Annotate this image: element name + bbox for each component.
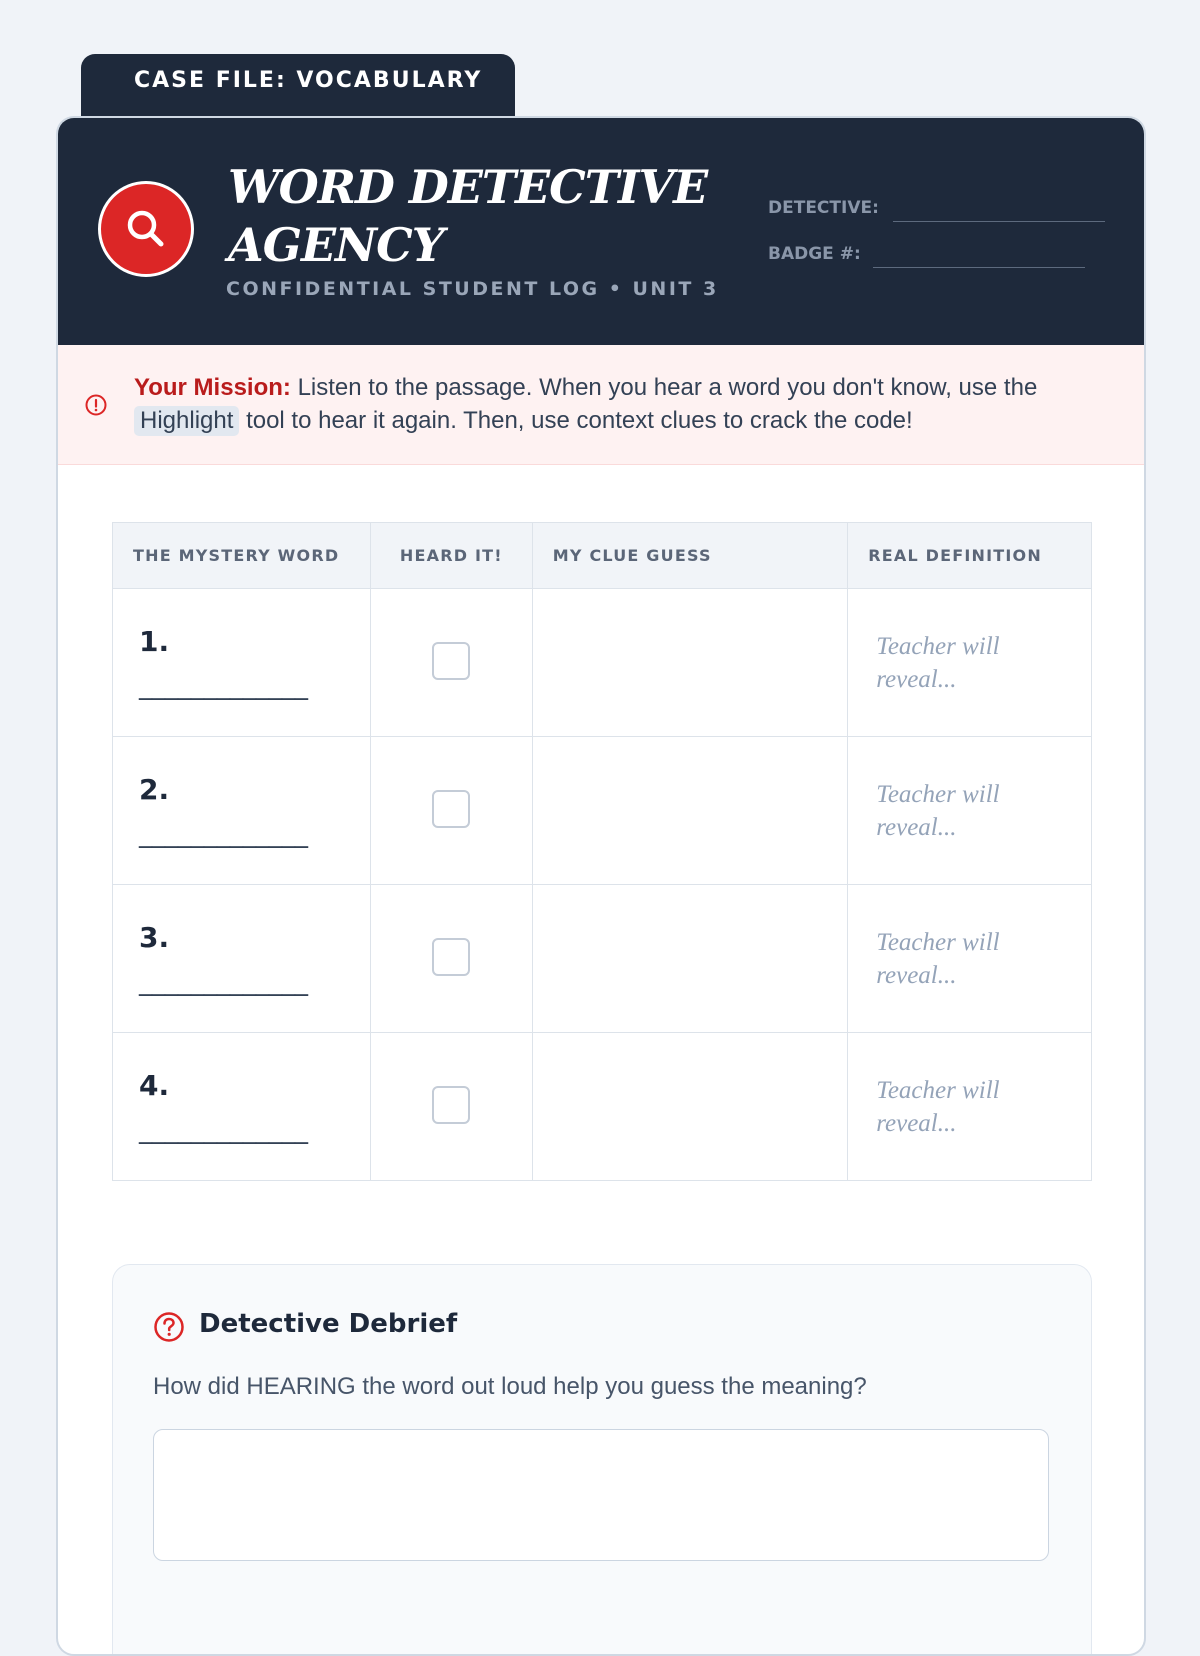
definition-cell [848,1033,1092,1181]
mission-label: Your Mission: [134,374,291,401]
word-number: 4. [139,1068,170,1102]
badge-label: BADGE #: [768,244,861,264]
clue-guess-cell[interactable] [532,885,847,1033]
debrief-title: Detective Debrief [199,1309,458,1339]
definition-placeholder: Teacher will reveal... [876,632,1000,693]
highlight-tool-chip: Highlight [134,406,239,436]
heard-it-cell [370,885,532,1033]
definition-placeholder: Teacher will reveal... [876,1076,1000,1137]
column-header-mystery-word: THE MYSTERY WORD [113,523,371,589]
column-header-heard-it: HEARD IT! [370,523,532,589]
column-header-real-definition: REAL DEFINITION [848,523,1092,589]
page-title: WORD DETECTIVE AGENCY [228,160,708,272]
heard-it-checkbox[interactable] [432,1086,470,1124]
mystery-word-cell[interactable] [113,1033,371,1181]
mission-banner [58,345,1144,465]
magnifying-glass-icon [98,181,194,277]
debrief-prompt: How did HEARING the word out loud help you guess the meaning? [153,1373,867,1400]
clue-guess-cell[interactable] [532,1033,847,1181]
heard-it-checkbox[interactable] [432,790,470,828]
mystery-word-cell[interactable] [113,589,371,737]
case-file-tab-label: CASE FILE: VOCABULARY [134,68,483,93]
case-file-tab [81,54,515,116]
debrief-answer-box[interactable] [153,1429,1049,1561]
mission-instructions-start: Listen to the passage. When you hear a word you don't know, use the [297,374,1038,401]
word-number: 1. [139,624,170,658]
mission-instructions-end: tool to hear it again. Then, use context clues to crack the code! [246,407,913,434]
alert-circle-icon [84,393,108,421]
question-circle-icon [153,1311,185,1347]
word-blank: _____________ [139,966,308,997]
word-blank: _____________ [139,670,308,701]
definition-placeholder: Teacher will reveal... [876,780,1000,841]
definition-cell [848,589,1092,737]
table-row [113,885,1092,1033]
heard-it-checkbox[interactable] [432,938,470,976]
word-blank: _____________ [139,1114,308,1145]
vocabulary-table [112,522,1092,1181]
debrief-section [112,1264,1092,1656]
word-blank: _____________ [139,818,308,849]
mystery-word-cell[interactable] [113,737,371,885]
definition-placeholder: Teacher will reveal... [876,928,1000,989]
heard-it-checkbox[interactable] [432,642,470,680]
heard-it-cell [370,589,532,737]
heard-it-cell [370,1033,532,1181]
clue-guess-cell[interactable] [532,737,847,885]
badge-number-field[interactable] [873,267,1085,268]
definition-cell [848,885,1092,1033]
mission-text [134,371,1064,437]
table-row [113,737,1092,885]
table-row [113,589,1092,737]
page-subtitle: CONFIDENTIAL STUDENT LOG • UNIT 3 [226,278,719,300]
mystery-word-cell[interactable] [113,885,371,1033]
heard-it-cell [370,737,532,885]
worksheet-card [56,116,1146,1656]
clue-guess-cell[interactable] [532,589,847,737]
definition-cell [848,737,1092,885]
detective-name-field[interactable] [893,221,1105,222]
table-row [113,1033,1092,1181]
word-number: 3. [139,920,170,954]
detective-label: DETECTIVE: [768,198,879,218]
table-header-row [113,523,1092,589]
header [58,118,1144,345]
column-header-clue-guess: MY CLUE GUESS [532,523,847,589]
word-number: 2. [139,772,170,806]
